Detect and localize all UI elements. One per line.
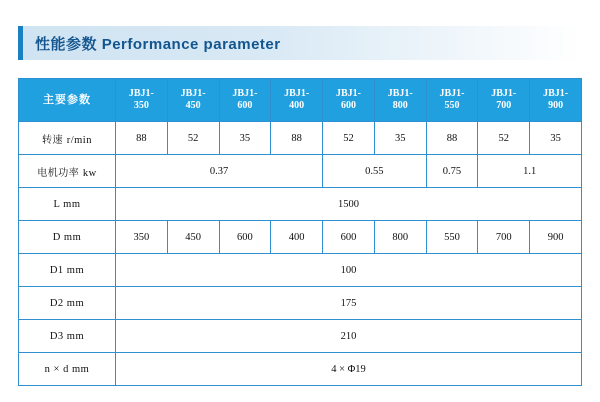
cell-r2-c3: 0.75 (426, 155, 478, 188)
cell-r7-c1: 210 (116, 320, 582, 353)
cell-r5-c1: 100 (116, 254, 582, 287)
row-label-unit: D1 mm (49, 264, 85, 276)
table-header-model-2 (167, 79, 219, 122)
cell-r1-c3: 35 (219, 122, 271, 155)
spec-table (18, 78, 582, 386)
page-title (23, 33, 281, 54)
table-row (19, 155, 582, 188)
model-prefix: JBJ1- (491, 87, 517, 99)
cell-r4-c1: 350 (116, 221, 168, 254)
cell-r2-c2: 0.55 (323, 155, 427, 188)
cell-r6-c1: 175 (116, 287, 582, 320)
page-title-cn: 性能参数 (35, 34, 98, 53)
cell-r1-c7: 88 (426, 122, 478, 155)
model-size: 700 (496, 100, 512, 111)
table-header-main-parameter: 主要参数 (19, 79, 116, 122)
cell-r1-c2: 52 (167, 122, 219, 155)
cell-r2-c4: 1.1 (478, 155, 582, 188)
cell-r2-c1: 0.37 (116, 155, 323, 188)
row-label-5 (19, 254, 116, 287)
table-header-model-9 (530, 79, 582, 122)
row-label-4 (19, 221, 116, 254)
model-prefix: JBJ1- (335, 87, 361, 99)
table-header-model-6 (374, 79, 426, 122)
row-label-cn: 电机功率 (37, 167, 83, 179)
model-prefix: JBJ1- (284, 87, 310, 99)
model-prefix: JBJ1- (387, 87, 413, 99)
table-header-row (19, 79, 582, 122)
cell-r1-c1: 88 (116, 122, 168, 155)
cell-r1-c9: 35 (530, 122, 582, 155)
table-header-model-7 (426, 79, 478, 122)
table-row (19, 221, 582, 254)
row-label-unit: kw (82, 167, 97, 179)
cell-r4-c3: 600 (219, 221, 271, 254)
model-size: 550 (444, 100, 460, 111)
model-prefix: JBJ1- (543, 87, 569, 99)
model-prefix: JBJ1- (180, 87, 206, 99)
table-header-model-1 (116, 79, 168, 122)
row-label-1 (19, 122, 116, 155)
row-label-6 (19, 287, 116, 320)
table-row (19, 188, 582, 221)
cell-r4-c5: 600 (323, 221, 375, 254)
row-label-unit: D3 mm (49, 330, 85, 342)
model-size: 450 (185, 100, 201, 111)
cell-r1-c4: 88 (271, 122, 323, 155)
cell-r3-c1: 1500 (116, 188, 582, 221)
model-size: 600 (340, 100, 356, 111)
cell-r4-c4: 400 (271, 221, 323, 254)
row-label-7 (19, 320, 116, 353)
table-header-model-5 (323, 79, 375, 122)
cell-r4-c7: 550 (426, 221, 478, 254)
model-size: 400 (289, 100, 305, 111)
section-header-banner (18, 26, 582, 60)
table-header-model-4 (271, 79, 323, 122)
model-size: 800 (392, 100, 408, 111)
row-label-3 (19, 188, 116, 221)
cell-r4-c6: 800 (374, 221, 426, 254)
model-size: 350 (133, 100, 149, 111)
table-header-model-8 (478, 79, 530, 122)
table-row (19, 353, 582, 386)
row-label-unit: D mm (52, 231, 82, 243)
spec-table-container (18, 78, 582, 386)
table-header-model-3 (219, 79, 271, 122)
cell-r4-c2: 450 (167, 221, 219, 254)
table-row (19, 122, 582, 155)
cell-r1-c6: 35 (374, 122, 426, 155)
row-label-unit: D2 mm (49, 297, 85, 309)
row-label-unit: r/min (66, 134, 92, 146)
cell-r8-c1: 4 × Φ19 (116, 353, 582, 386)
model-prefix: JBJ1- (128, 87, 154, 99)
row-label-8 (19, 353, 116, 386)
model-size: 900 (548, 100, 564, 111)
page-title-en: Performance parameter (101, 35, 281, 53)
cell-r4-c9: 900 (530, 221, 582, 254)
model-prefix: JBJ1- (439, 87, 465, 99)
row-label-unit: L mm (53, 198, 81, 210)
cell-r4-c8: 700 (478, 221, 530, 254)
model-prefix: JBJ1- (232, 87, 258, 99)
row-label-cn: 转速 (42, 134, 67, 146)
row-label-2 (19, 155, 116, 188)
table-row (19, 254, 582, 287)
row-label-unit: n × d mm (44, 363, 90, 375)
cell-r1-c8: 52 (478, 122, 530, 155)
cell-r1-c5: 52 (323, 122, 375, 155)
table-row (19, 287, 582, 320)
model-size: 600 (237, 100, 253, 111)
table-row (19, 320, 582, 353)
